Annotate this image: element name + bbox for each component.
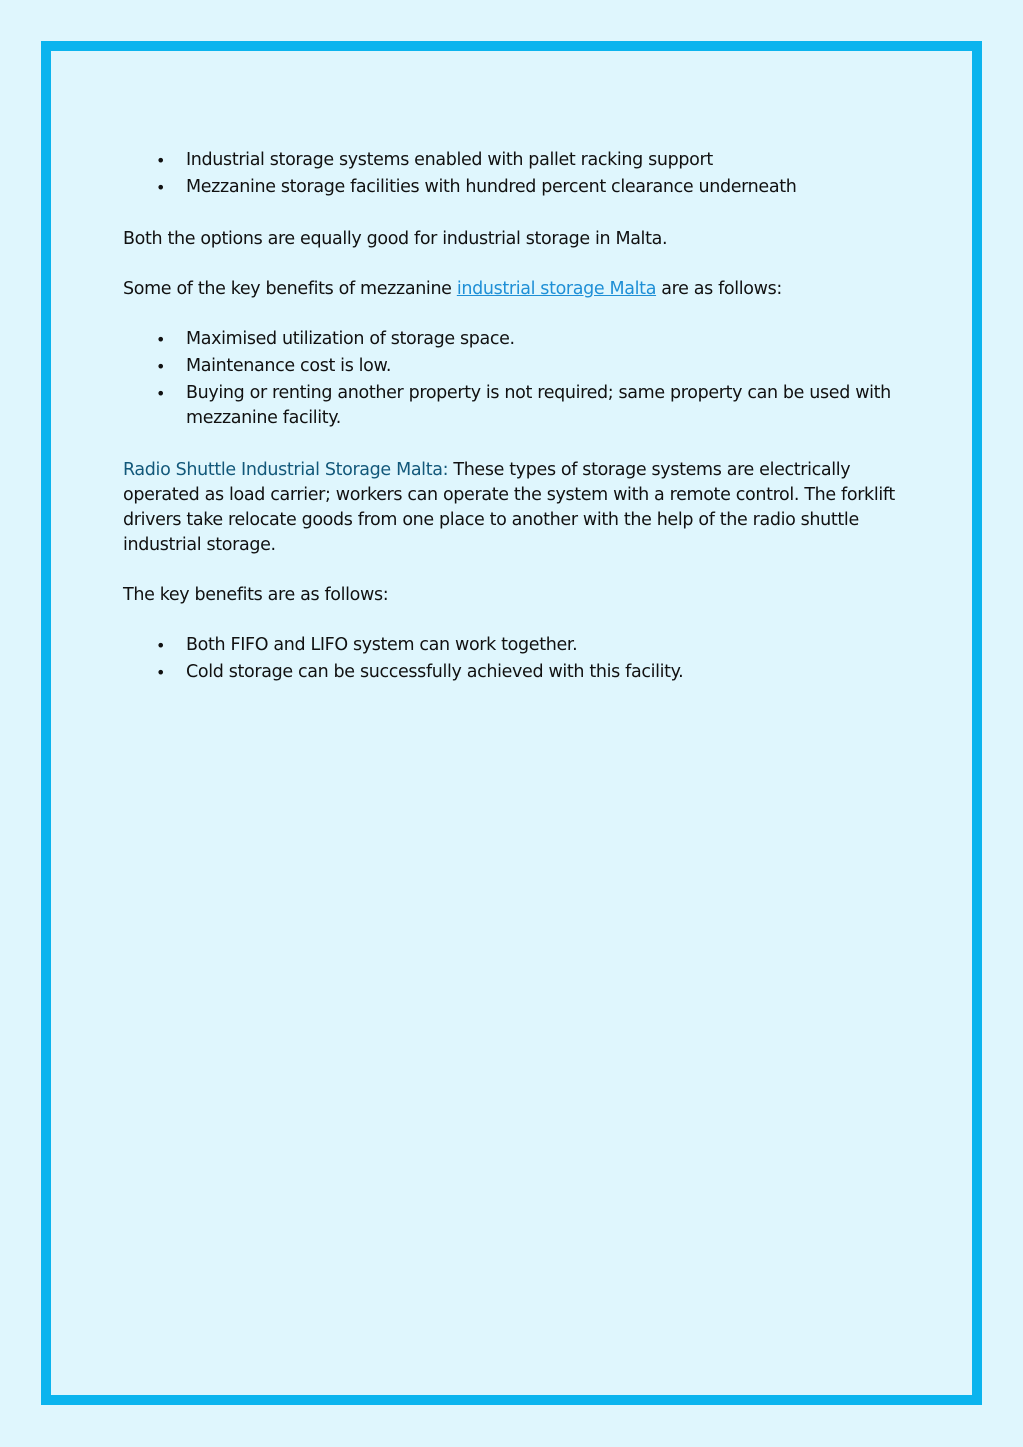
radio-shuttle-body: These types of storage systems are electrically operated as load carrier; workers can operate the system with a remote control. The forklift drivers take relocate goods from one place to another with the help of the radio shuttle industrial storage. bbox=[123, 460, 895, 555]
bullet-icon: • bbox=[156, 151, 166, 170]
mezzanine-benefits-list bbox=[123, 327, 903, 431]
bullet-icon: • bbox=[156, 636, 166, 655]
list-item-text: Mezzanine storage facilities with hundred percent clearance underneath bbox=[186, 177, 797, 197]
list-item-text: Buying or renting another property is not required; same property can be used with mezzanine facility. bbox=[186, 383, 891, 428]
bullet-icon: • bbox=[156, 357, 166, 376]
list-item bbox=[123, 354, 903, 379]
list-item bbox=[123, 148, 903, 173]
key-benefits-intro: The key benefits are as follows: bbox=[123, 585, 389, 605]
bullet-icon: • bbox=[156, 330, 166, 349]
storage-types-list bbox=[123, 148, 903, 200]
list-item bbox=[123, 327, 903, 352]
list-item-text: Maximised utilization of storage space. bbox=[186, 329, 515, 349]
bullet-icon: • bbox=[156, 384, 166, 403]
mezzanine-benefits-intro bbox=[123, 277, 903, 302]
list-item-text: Both FIFO and LIFO system can work together. bbox=[186, 635, 578, 655]
list-item bbox=[123, 660, 903, 685]
list-item bbox=[123, 381, 903, 431]
list-item-text: Cold storage can be successfully achieved with this facility. bbox=[186, 662, 684, 682]
radio-shuttle-heading: Radio Shuttle Industrial Storage Malta: bbox=[123, 460, 449, 480]
bullet-icon: • bbox=[156, 178, 166, 197]
industrial-storage-malta-link[interactable]: industrial storage Malta bbox=[456, 279, 657, 299]
radio-shuttle-paragraph bbox=[123, 458, 903, 558]
intro-text-before: Some of the key benefits of mezzanine bbox=[123, 279, 457, 299]
intro-text-after: are as follows: bbox=[656, 279, 782, 299]
options-paragraph: Both the options are equally good for industrial storage in Malta. bbox=[123, 229, 668, 249]
document-content bbox=[123, 148, 903, 687]
list-item bbox=[123, 175, 903, 200]
list-item-text: Maintenance cost is low. bbox=[186, 356, 392, 376]
radio-shuttle-benefits-list bbox=[123, 633, 903, 685]
list-item-text: Industrial storage systems enabled with pallet racking support bbox=[186, 150, 713, 170]
list-item bbox=[123, 633, 903, 658]
bullet-icon: • bbox=[156, 663, 166, 682]
